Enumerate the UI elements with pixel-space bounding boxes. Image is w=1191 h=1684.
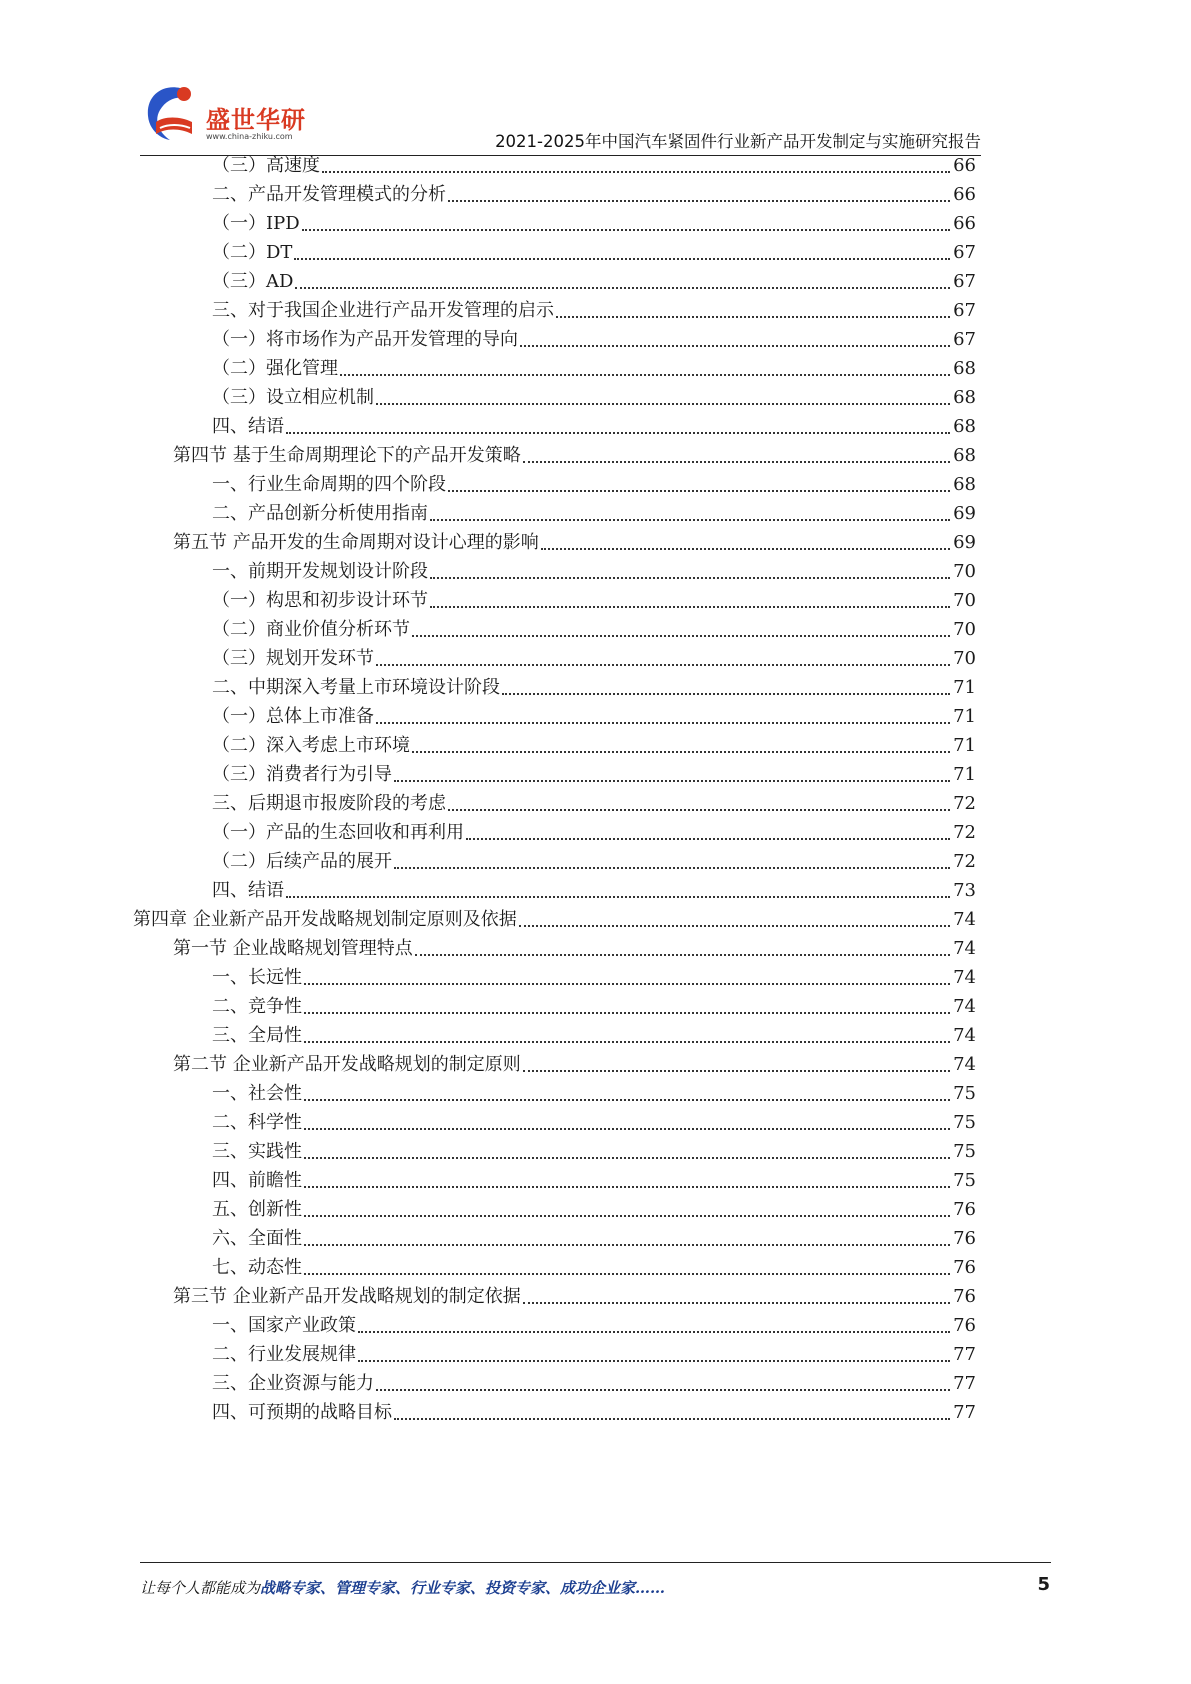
toc-entry-page: 69 bbox=[953, 503, 976, 524]
toc-entry bbox=[212, 1219, 976, 1250]
toc-entry-label: 第二节 企业新产品开发战略规划的制定原则 bbox=[173, 1054, 521, 1075]
toc-entry bbox=[212, 552, 976, 583]
toc-entry-label: 三、企业资源与能力 bbox=[212, 1373, 374, 1394]
toc-entry-label: 五、创新性 bbox=[212, 1199, 302, 1220]
toc-entry-label: 第三节 企业新产品开发战略规划的制定依据 bbox=[173, 1286, 521, 1307]
toc-entry-page: 76 bbox=[953, 1315, 976, 1336]
toc-entry bbox=[212, 1016, 976, 1047]
toc-entry-label: 一、前期开发规划设计阶段 bbox=[212, 561, 428, 582]
toc-leader-dots bbox=[394, 867, 950, 869]
toc-entry bbox=[173, 1045, 976, 1076]
toc-leader-dots bbox=[376, 722, 950, 724]
toc-entry-page: 66 bbox=[953, 213, 976, 234]
toc-entry-label: （一）IPD bbox=[212, 213, 300, 234]
toc-entry-label: 二、中期深入考量上市环境设计阶段 bbox=[212, 677, 500, 698]
toc-leader-dots bbox=[304, 1157, 950, 1159]
toc-leader-dots bbox=[358, 1360, 950, 1362]
toc-leader-dots bbox=[322, 171, 950, 173]
toc-entry-page: 76 bbox=[953, 1199, 976, 1220]
toc-entry-page: 67 bbox=[953, 271, 976, 292]
toc-entry-page: 75 bbox=[953, 1170, 976, 1191]
toc-leader-dots bbox=[502, 693, 950, 695]
toc-entry-page: 68 bbox=[953, 416, 976, 437]
toc-entry-label: （三）规划开发环节 bbox=[212, 648, 374, 669]
toc-entry-page: 77 bbox=[953, 1373, 976, 1394]
toc-leader-dots bbox=[304, 1099, 950, 1101]
toc-entry bbox=[133, 900, 976, 931]
company-logo bbox=[140, 82, 310, 152]
toc-entry bbox=[212, 1190, 976, 1221]
toc-entry-label: 一、行业生命周期的四个阶段 bbox=[212, 474, 446, 495]
toc-entry bbox=[212, 407, 976, 438]
toc-leader-dots bbox=[304, 1012, 950, 1014]
toc-leader-dots bbox=[302, 229, 950, 231]
toc-leader-dots bbox=[415, 954, 950, 956]
slogan-highlight: 战略专家、管理专家、行业专家、投资专家、成功企业家…… bbox=[260, 1579, 666, 1597]
toc-entry-page: 66 bbox=[953, 184, 976, 205]
toc-leader-dots bbox=[286, 896, 950, 898]
toc-entry-label: 一、社会性 bbox=[212, 1083, 302, 1104]
footer-slogan bbox=[140, 1577, 665, 1598]
toc-entry-page: 71 bbox=[953, 735, 976, 756]
toc-entry bbox=[212, 1335, 976, 1366]
toc-entry-label: 四、结语 bbox=[212, 880, 284, 901]
toc-entry bbox=[212, 842, 976, 873]
toc-entry bbox=[212, 1074, 976, 1105]
toc-entry bbox=[212, 784, 976, 815]
toc-entry bbox=[173, 523, 976, 554]
toc-entry-page: 68 bbox=[953, 358, 976, 379]
toc-leader-dots bbox=[448, 490, 950, 492]
toc-entry-page: 76 bbox=[953, 1257, 976, 1278]
toc-entry bbox=[212, 1306, 976, 1337]
toc-entry-page: 67 bbox=[953, 300, 976, 321]
toc-leader-dots bbox=[340, 374, 950, 376]
toc-entry-label: 二、科学性 bbox=[212, 1112, 302, 1133]
toc-entry bbox=[212, 262, 976, 293]
toc-entry-label: 六、全面性 bbox=[212, 1228, 302, 1249]
toc-leader-dots bbox=[448, 200, 950, 202]
toc-entry-page: 75 bbox=[953, 1112, 976, 1133]
toc-leader-dots bbox=[295, 287, 950, 289]
toc-entry bbox=[173, 929, 976, 960]
toc-entry-label: （三）设立相应机制 bbox=[212, 387, 374, 408]
toc-entry-page: 72 bbox=[953, 793, 976, 814]
toc-leader-dots bbox=[430, 577, 950, 579]
toc-entry-label: 三、对于我国企业进行产品开发管理的启示 bbox=[212, 300, 554, 321]
toc-entry-label: （二）DT bbox=[212, 242, 293, 263]
toc-entry bbox=[212, 378, 976, 409]
toc-entry bbox=[212, 1132, 976, 1163]
toc-leader-dots bbox=[412, 751, 950, 753]
toc-entry bbox=[212, 958, 976, 989]
toc-entry bbox=[212, 146, 976, 177]
toc-entry-label: （三）消费者行为引导 bbox=[212, 764, 392, 785]
toc-entry-page: 70 bbox=[953, 648, 976, 669]
toc-leader-dots bbox=[304, 1273, 950, 1275]
toc-entry-page: 67 bbox=[953, 242, 976, 263]
toc-entry-label: 二、行业发展规律 bbox=[212, 1344, 356, 1365]
logo-brand-name: 盛世华研 bbox=[206, 106, 306, 134]
toc-entry-page: 71 bbox=[953, 764, 976, 785]
toc-entry-page: 71 bbox=[953, 677, 976, 698]
toc-entry-label: 二、产品开发管理模式的分析 bbox=[212, 184, 446, 205]
report-title: 2021-2025年中国汽车紧固件行业新产品开发制定与实施研究报告 bbox=[495, 132, 981, 151]
toc-entry-label: 四、结语 bbox=[212, 416, 284, 437]
toc-leader-dots bbox=[412, 635, 950, 637]
toc-entry-label: （二）后续产品的展开 bbox=[212, 851, 392, 872]
toc-entry-label: 三、全局性 bbox=[212, 1025, 302, 1046]
toc-entry bbox=[212, 1161, 976, 1192]
toc-entry-page: 74 bbox=[953, 1054, 976, 1075]
toc-entry bbox=[173, 436, 976, 467]
toc-entry bbox=[212, 726, 976, 757]
toc-entry-label: 四、可预期的战略目标 bbox=[212, 1402, 392, 1423]
footer-divider bbox=[140, 1562, 1051, 1563]
toc-leader-dots bbox=[304, 1215, 950, 1217]
toc-entry bbox=[212, 465, 976, 496]
page-header bbox=[0, 0, 1191, 160]
toc-entry-page: 74 bbox=[953, 938, 976, 959]
toc-entry-label: （二）深入考虑上市环境 bbox=[212, 735, 410, 756]
toc-entry-label: 三、实践性 bbox=[212, 1141, 302, 1162]
toc-entry bbox=[173, 1277, 976, 1308]
toc-entry bbox=[212, 697, 976, 728]
toc-leader-dots bbox=[304, 1186, 950, 1188]
toc-leader-dots bbox=[394, 780, 950, 782]
toc-entry-page: 74 bbox=[953, 996, 976, 1017]
toc-entry-label: 第一节 企业战略规划管理特点 bbox=[173, 938, 413, 959]
toc-leader-dots bbox=[556, 316, 950, 318]
toc-entry-label: （一）总体上市准备 bbox=[212, 706, 374, 727]
toc-leader-dots bbox=[448, 809, 950, 811]
toc-entry bbox=[212, 610, 976, 641]
toc-entry-page: 72 bbox=[953, 851, 976, 872]
toc-entry-page: 71 bbox=[953, 706, 976, 727]
toc-entry-label: 第四节 基于生命周期理论下的产品开发策略 bbox=[173, 445, 521, 466]
toc-entry-label: （二）强化管理 bbox=[212, 358, 338, 379]
toc-leader-dots bbox=[304, 1041, 950, 1043]
toc-entry-page: 75 bbox=[953, 1141, 976, 1162]
toc-entry bbox=[212, 755, 976, 786]
toc-leader-dots bbox=[376, 1389, 950, 1391]
toc-entry-label: 四、前瞻性 bbox=[212, 1170, 302, 1191]
toc-entry bbox=[212, 320, 976, 351]
toc-entry-label: （一）产品的生态回收和再利用 bbox=[212, 822, 464, 843]
toc-entry-page: 68 bbox=[953, 474, 976, 495]
toc-entry-page: 70 bbox=[953, 619, 976, 640]
toc-entry bbox=[212, 639, 976, 670]
toc-entry-page: 66 bbox=[953, 155, 976, 176]
toc-entry-label: 七、动态性 bbox=[212, 1257, 302, 1278]
toc-leader-dots bbox=[376, 664, 950, 666]
toc-entry bbox=[212, 1393, 976, 1424]
toc-entry-label: （二）商业价值分析环节 bbox=[212, 619, 410, 640]
toc-entry-label: 一、长远性 bbox=[212, 967, 302, 988]
toc-leader-dots bbox=[376, 403, 950, 405]
toc-entry bbox=[212, 349, 976, 380]
toc-entry bbox=[212, 871, 976, 902]
toc-entry-page: 77 bbox=[953, 1344, 976, 1365]
logo-url: www.china-zhiku.com bbox=[206, 132, 293, 141]
toc-entry bbox=[212, 175, 976, 206]
toc-leader-dots bbox=[304, 1244, 950, 1246]
toc-entry-page: 74 bbox=[953, 909, 976, 930]
toc-entry-label: （三）AD bbox=[212, 271, 294, 292]
toc-entry bbox=[212, 1364, 976, 1395]
toc-entry-label: 一、国家产业政策 bbox=[212, 1315, 356, 1336]
toc-entry bbox=[212, 291, 976, 322]
toc-entry bbox=[212, 233, 976, 264]
slogan-prefix: 让每个人都能成为 bbox=[140, 1579, 261, 1597]
toc-entry-page: 72 bbox=[953, 822, 976, 843]
toc-entry-page: 67 bbox=[953, 329, 976, 350]
toc-entry-page: 73 bbox=[953, 880, 976, 901]
toc-entry-label: 第五节 产品开发的生命周期对设计心理的影响 bbox=[173, 532, 539, 553]
toc-entry bbox=[212, 987, 976, 1018]
toc-leader-dots bbox=[430, 519, 950, 521]
toc-leader-dots bbox=[358, 1331, 950, 1333]
toc-leader-dots bbox=[519, 925, 950, 927]
toc-entry bbox=[212, 581, 976, 612]
toc-entry-label: 二、产品创新分析使用指南 bbox=[212, 503, 428, 524]
toc-leader-dots bbox=[286, 432, 950, 434]
toc-entry-page: 74 bbox=[953, 967, 976, 988]
page-number: 5 bbox=[1037, 1574, 1050, 1595]
toc-entry-label: 第四章 企业新产品开发战略规划制定原则及依据 bbox=[133, 909, 517, 930]
toc-entry-label: 二、竞争性 bbox=[212, 996, 302, 1017]
toc-entry-page: 74 bbox=[953, 1025, 976, 1046]
toc-entry-page: 70 bbox=[953, 561, 976, 582]
toc-entry-page: 70 bbox=[953, 590, 976, 611]
toc-entry-page: 76 bbox=[953, 1228, 976, 1249]
toc-entry bbox=[212, 1103, 976, 1134]
toc-leader-dots bbox=[304, 1128, 950, 1130]
toc-leader-dots bbox=[520, 345, 950, 347]
toc-leader-dots bbox=[466, 838, 950, 840]
toc-leader-dots bbox=[523, 461, 950, 463]
toc-leader-dots bbox=[394, 1418, 950, 1420]
toc-entry-page: 69 bbox=[953, 532, 976, 553]
toc-entry-page: 68 bbox=[953, 445, 976, 466]
toc-entry-label: （三）高速度 bbox=[212, 155, 320, 176]
toc-entry-label: （一）构思和初步设计环节 bbox=[212, 590, 428, 611]
toc-leader-dots bbox=[541, 548, 950, 550]
toc-entry bbox=[212, 494, 976, 525]
toc-entry bbox=[212, 668, 976, 699]
toc-entry-label: （一）将市场作为产品开发管理的导向 bbox=[212, 329, 518, 350]
toc-entry bbox=[212, 813, 976, 844]
toc-leader-dots bbox=[523, 1070, 950, 1072]
toc-entry-page: 76 bbox=[953, 1286, 976, 1307]
toc-leader-dots bbox=[304, 983, 950, 985]
toc-entry bbox=[212, 204, 976, 235]
toc-entry bbox=[212, 1248, 976, 1279]
toc-leader-dots bbox=[430, 606, 950, 608]
toc-entry-page: 75 bbox=[953, 1083, 976, 1104]
toc-leader-dots bbox=[523, 1302, 950, 1304]
toc-leader-dots bbox=[294, 258, 950, 260]
toc-entry-label: 三、后期退市报废阶段的考虑 bbox=[212, 793, 446, 814]
toc-entry-page: 68 bbox=[953, 387, 976, 408]
logo-emblem-icon bbox=[140, 82, 206, 146]
toc-entry-page: 77 bbox=[953, 1402, 976, 1423]
